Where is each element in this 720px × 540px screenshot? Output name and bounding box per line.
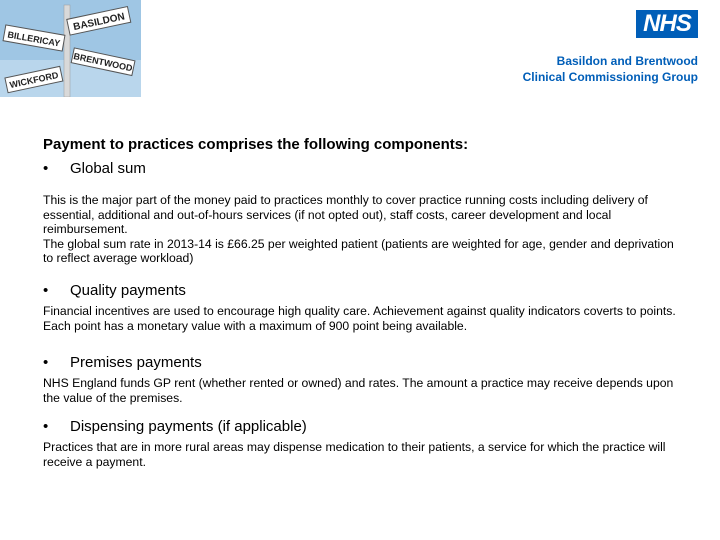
paragraph: Practices that are in more rural areas may dispense medication to their patients, a service for which the practice will receive a payment. xyxy=(43,440,666,469)
organisation-name xyxy=(523,53,698,85)
section-title-text: Quality payments xyxy=(70,282,186,299)
section-title-dispensing-payments xyxy=(43,418,307,435)
sign-wickford: WICKFORD xyxy=(8,69,60,91)
signpost-image xyxy=(0,0,141,97)
bullet-icon: • xyxy=(43,282,49,299)
section-title-global-sum xyxy=(43,160,146,177)
bullet-icon: • xyxy=(43,354,49,371)
sign-billericay: BILLERICAY xyxy=(6,29,61,49)
paragraph: The global sum rate in 2013-14 is £66.25 per weighted patient (patients are weighted for age, gender and deprivation to reflect average workload) xyxy=(43,236,674,265)
sign-basildon: BASILDON xyxy=(72,11,126,34)
page-heading: Payment to practices comprises the following components: xyxy=(43,136,469,153)
org-line-2: Clinical Commissioning Group xyxy=(522,70,698,84)
paragraph: This is the major part of the money paid to practices monthly to cover practice running costs including delivery of essential, additional and out-of-hours services (if not opted out), staff costs, career development and local reimbursement. xyxy=(43,193,648,236)
org-line-1: Basildon and Brentwood xyxy=(556,54,698,68)
section-body-premises-payments xyxy=(43,376,683,405)
paragraph: Financial incentives are used to encourage high quality care. Achievement against quality indicators coverts to points. Each point has a monetary value with a maximum of 900 point being available. xyxy=(43,304,676,333)
section-body-global-sum xyxy=(43,193,683,266)
section-title-quality-payments xyxy=(43,282,186,299)
section-body-quality-payments xyxy=(43,304,683,333)
section-title-text: Premises payments xyxy=(70,354,202,371)
nhs-logo: NHS xyxy=(636,10,698,38)
section-title-text: Dispensing payments (if applicable) xyxy=(70,418,307,435)
sign-brentwood: BRENTWOOD xyxy=(72,51,134,74)
paragraph: NHS England funds GP rent (whether rented or owned) and rates. The amount a practice may receive depends upon the value of the premises. xyxy=(43,376,674,405)
section-body-dispensing-payments xyxy=(43,440,683,469)
section-title-text: Global sum xyxy=(70,160,146,177)
bullet-icon: • xyxy=(43,418,49,435)
bullet-icon: • xyxy=(43,160,49,177)
section-title-premises-payments xyxy=(43,354,202,371)
